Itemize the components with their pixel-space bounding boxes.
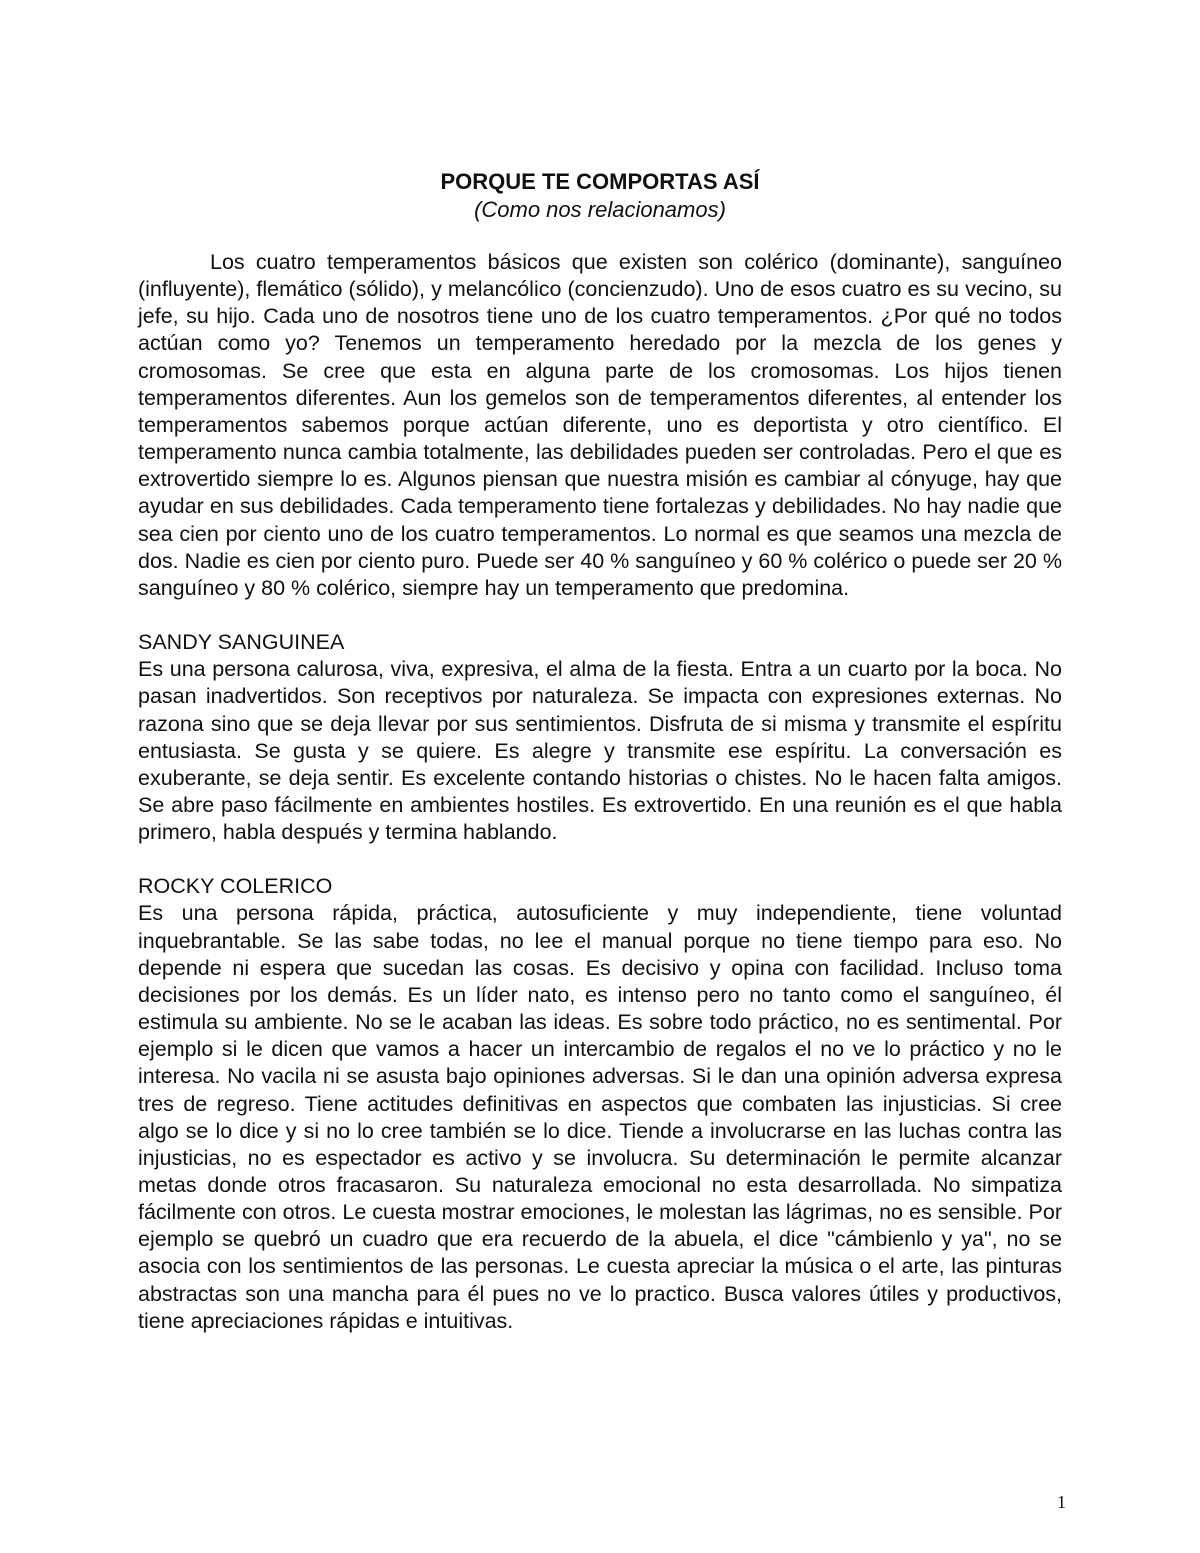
document-header bbox=[138, 168, 1062, 224]
intro-paragraph: Los cuatro temperamentos básicos que existen son colérico (dominante), sanguíneo (influyente), flemático (sólido), y melancólico (concienzudo). Uno de esos cuatro es su vecino, su jefe, su hijo. Cada uno de nosotros tiene uno de los cuatro temperamentos. ¿Por qué no todos actúan como yo? Tenemos un temperamento heredado por la mezcla de los genes y cromosomas. Se cree que esta en alguna parte de los cromosomas. Los hijos tienen temperamentos diferentes. Aun los gemelos son de temperamentos diferentes, al entender los temperamentos sabemos porque actúan diferente, uno es deportista y otro científico. El temperamento nunca cambia totalmente, las debilidades pueden ser controladas. Pero el que es extrovertido siempre lo es. Algunos piensan que nuestra misión es cambiar al cónyuge, hay que ayudar en sus debilidades. Cada temperamento tiene fortalezas y debilidades. No hay nadie que sea cien por ciento uno de los cuatro temperamentos. Lo normal es que seamos una mezcla de dos. Nadie es cien por ciento puro. Puede ser 40 % sanguíneo y 60 % colérico o puede ser 20 % sanguíneo y 80 % colérico, siempre hay un temperamento que predomina. bbox=[138, 250, 1062, 600]
section-text-sanguinea: Es una persona calurosa, viva, expresiva, el alma de la fiesta. Entra a un cuarto por la boca. No pasan inadvertidos. Son receptivos por naturaleza. Se impacta con expresiones externas. No razona sino que se deja llevar por sus sentimientos. Disfruta de si misma y transmite el espíritu entusiasta. Se gusta y se quiere. Es alegre y transmite ese espíritu. La conversación es exuberante, se deja sentir. Es excelente contando historias o chistes. No le hacen falta amigos. Se abre paso fácilmente en ambientes hostiles. Es extrovertido. En una reunión es el que habla primero, habla después y termina hablando. bbox=[138, 657, 1062, 845]
section-heading-colerico: ROCKY COLERICO bbox=[138, 874, 333, 899]
page-number: 1 bbox=[1057, 1492, 1066, 1512]
document-title: PORQUE TE COMPORTAS ASÍ bbox=[440, 169, 760, 194]
section-text-colerico: Es una persona rápida, práctica, autosuficiente y muy independiente, tiene voluntad inquebrantable. Se las sabe todas, no lee el manual porque no tiene tiempo para eso. No depende ni espera que sucedan las cosas. Es decisivo y opina con facilidad. Incluso toma decisiones por los demás. Es un líder nato, es intenso pero no tanto como el sanguíneo, él estimula su ambiente. No se le acaban las ideas. Es sobre todo práctico, no es sentimental. Por ejemplo si le dicen que vamos a hacer un intercambio de regalos el no ve lo práctico y no le interesa. No vacila ni se asusta bajo opiniones adversas. Si le dan una opinión adversa expresa tres de regreso. Tiene actitudes definitivas en aspectos que combaten las injusticias. Si cree algo se lo dice y si no lo cree también se lo dice. Tiende a involucrarse en las luchas contra las injusticias, no es espectador es activo y se involucra. Su determinación le permite alcanzar metas donde otros fracasaron. Su naturaleza emocional no esta desarrollada. No simpatiza fácilmente con otros. Le cuesta mostrar emociones, le molestan las lágrimas, no es sensible. Por ejemplo se quebró un cuadro que era recuerdo de la abuela, el dice "cámbienlo y ya", no se asocia con los sentimientos de las personas. Le cuesta apreciar la música o el arte, las pinturas abstractas son una mancha para él pues no ve lo practico. Busca valores útiles y productivos, tiene apreciaciones rápidas e intuitivas. bbox=[138, 901, 1062, 1333]
section-heading-sanguinea: SANDY SANGUINEA bbox=[138, 630, 345, 655]
document-subtitle: (Como nos relacionamos) bbox=[474, 197, 726, 222]
document-body bbox=[138, 249, 1062, 1335]
